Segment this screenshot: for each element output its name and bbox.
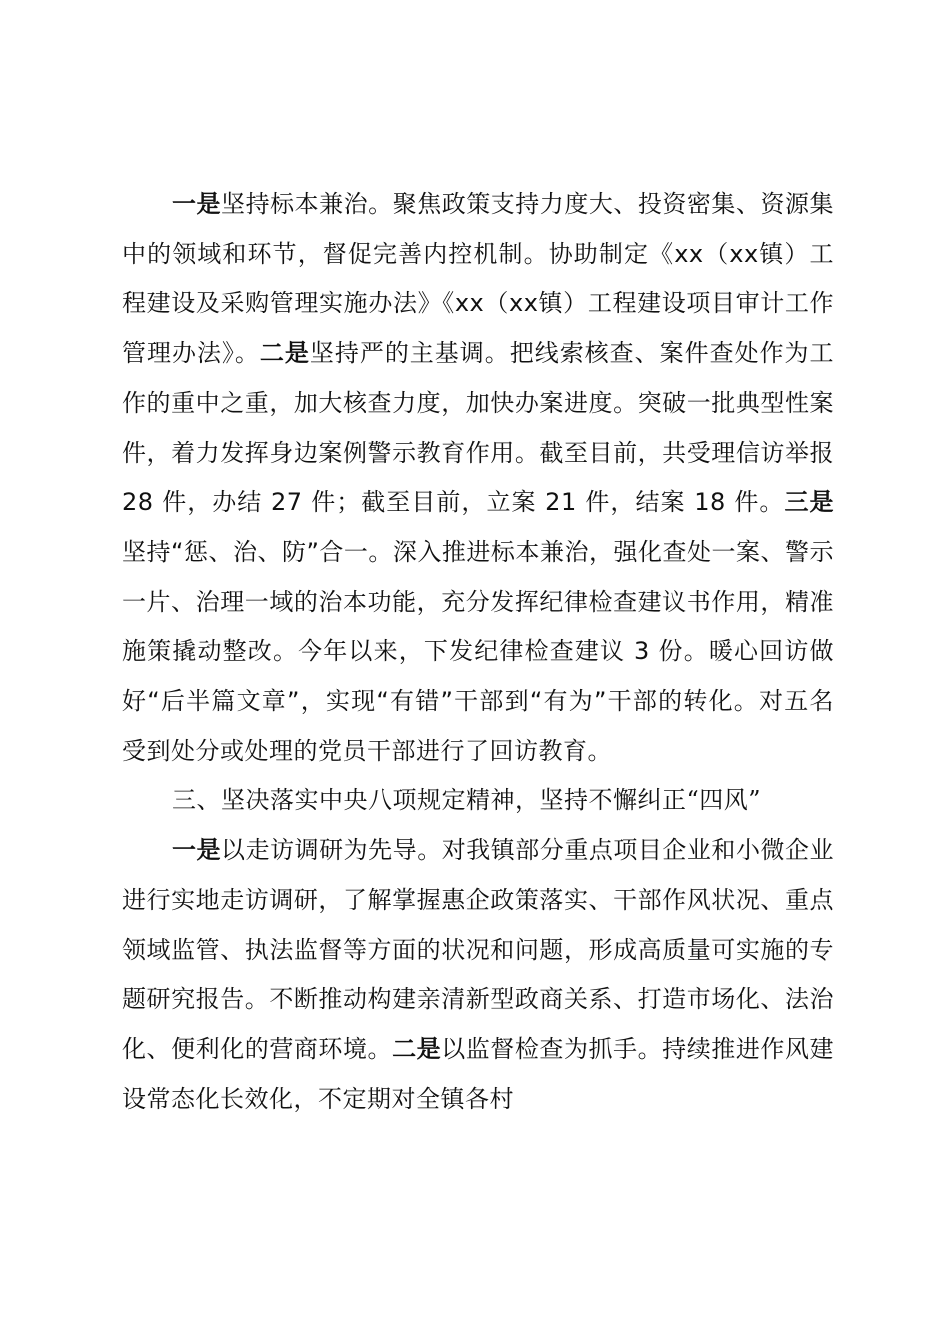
paragraph-research-and-supervision: [122, 826, 834, 1124]
text-first-point: 以走访调研为先导。对我镇部分重点项目企业和小微企业进行实地走访调研，了解掌握惠企政策落实、干部作风状况、重点领域监管、执法监督等方面的状况和问题，形成高质量可实施的专题研究报告。不断推动构建亲清新型政商关系、打造市场化、法治化、便利化的营商环境。: [122, 836, 835, 1063]
lead-second: 二是: [259, 339, 310, 368]
lead-first: 一是: [172, 836, 222, 865]
lead-second: 二是: [392, 1034, 442, 1063]
document-page: [122, 180, 834, 1124]
lead-third: 三是: [784, 488, 835, 517]
section-heading-eight-rules: 三、坚决落实中央八项规定精神，坚持不懈纠正“四风”: [172, 786, 762, 815]
paragraph-standards-and-cases: [122, 180, 834, 776]
lead-first: 一是: [172, 190, 222, 218]
text-second-point: 以监督检查为抓手。持续推进作风建设常态化长效化，不定期对全镇各村: [122, 1034, 835, 1113]
text-second-point: 坚持严的主基调。把线索核查、案件查处作为工作的重中之重，加大核查力度，加快办案进度。突破一批典型性案件，着力发挥身边案例警示教育作用。截至目前，共受理信访举报 28 件，办结 27 件；截至目前，立案 21 件，结案 18 件。: [122, 339, 835, 517]
text-third-point: 坚持“惩、治、防”合一。深入推进标本兼治，强化查处一案、警示一片、治理一域的治本功能，充分发挥纪律检查建议书作用，精准施策撬动整改。今年以来，下发纪律检查建议 3 份。暖心回访做好“后半篇文章”，实现“有错”干部到“有为”干部的转化。对五名受到处分或处理的党员干部进行了回访教育。: [122, 537, 834, 765]
text-first-point: 坚持标本兼治。聚焦政策支持力度大、投资密集、资源集中的领域和环节，督促完善内控机制。协助制定《xx（xx镇）工程建设及采购管理实施办法》《xx（xx镇）工程建设项目审计工作管理办法》。: [122, 190, 835, 368]
